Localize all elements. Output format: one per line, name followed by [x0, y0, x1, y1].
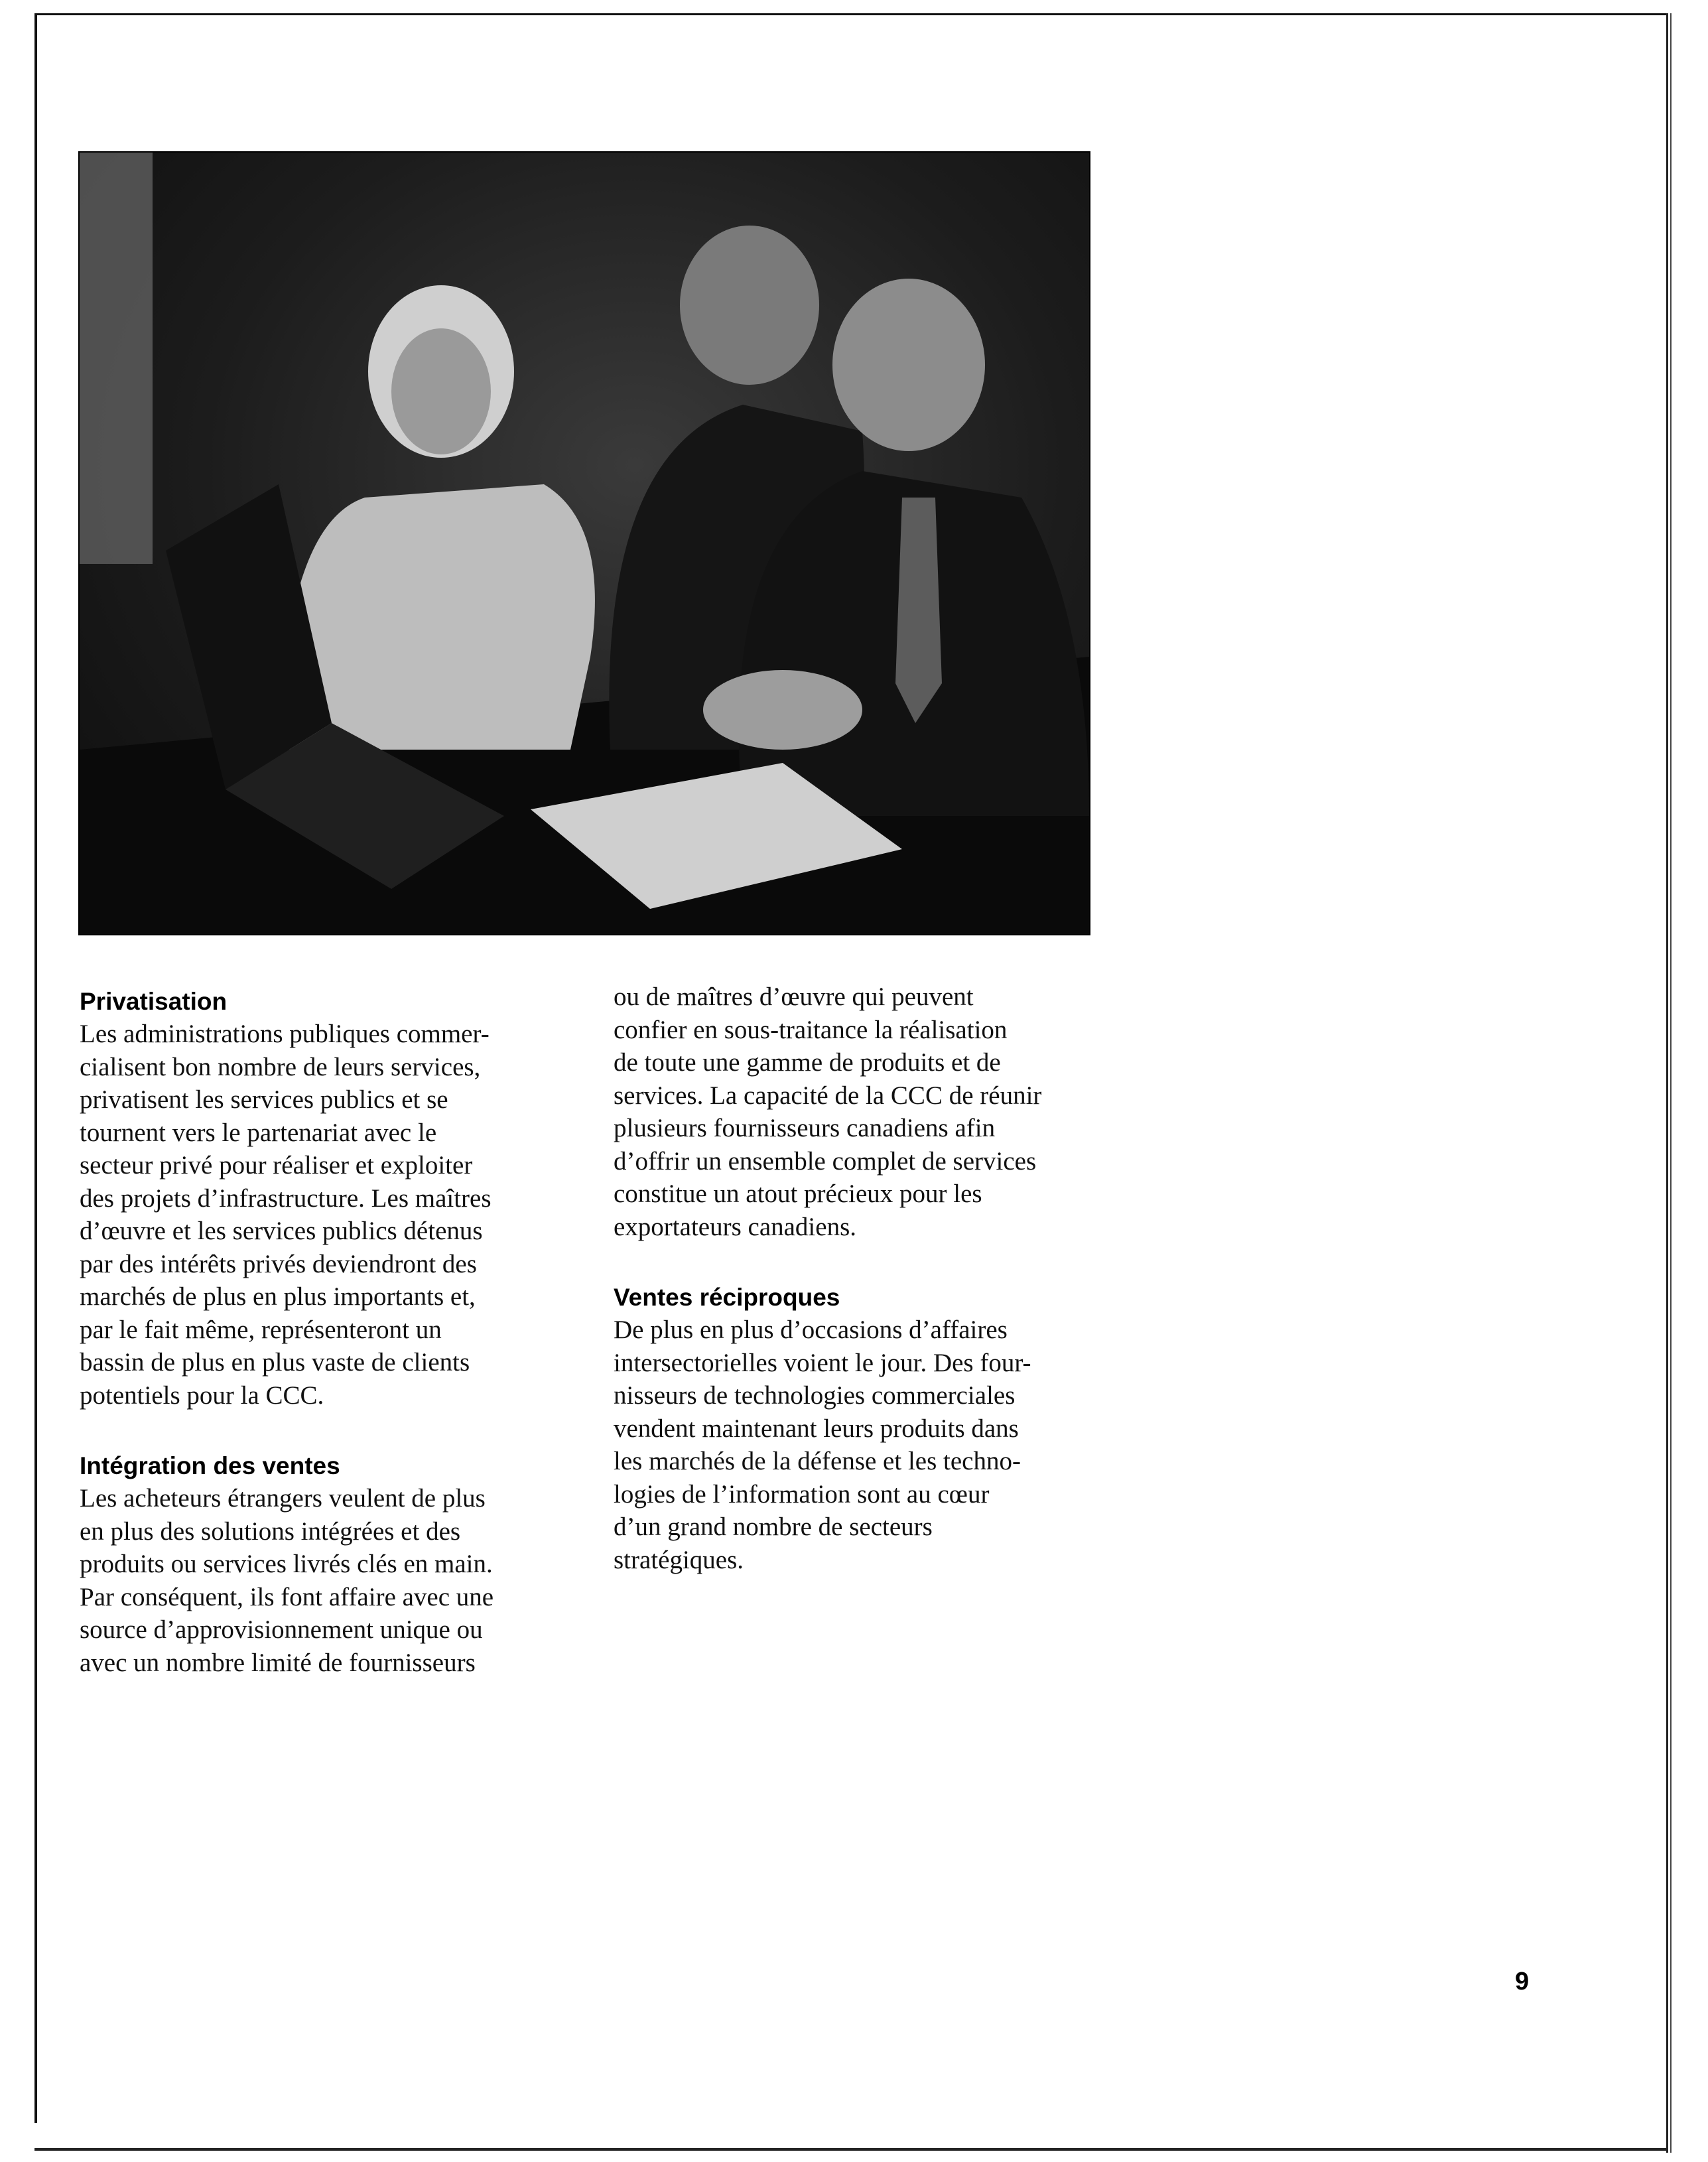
- page-right-edge: [1666, 13, 1675, 2153]
- text-line: stratégiques.: [614, 1545, 744, 1574]
- group-photo: [78, 151, 1090, 935]
- text-line: d’œuvre et les services publics détenus: [80, 1217, 483, 1245]
- paragraph-privatisation: [80, 1018, 557, 1412]
- text-line: ou de maîtres d’œuvre qui peuvent: [614, 982, 974, 1011]
- text-line: nisseurs de technologies commerciales: [614, 1381, 1016, 1410]
- text-line: logies de l’information sont au cœur: [614, 1479, 990, 1509]
- paragraph-reciprocal-sales: [614, 1314, 1091, 1576]
- heading-integration: Intégration des ventes: [80, 1452, 340, 1479]
- text-line: Les acheteurs étrangers veulent de plus: [80, 1484, 486, 1513]
- paragraph-integration: [80, 1482, 557, 1679]
- text-line: tournent vers le partenariat avec le: [80, 1118, 437, 1147]
- left-column: [80, 986, 557, 1718]
- text-line: des projets d’infrastructure. Les maîtres: [80, 1183, 492, 1213]
- text-line: exportateurs canadiens.: [614, 1212, 857, 1241]
- text-line: marchés de plus en plus importants et,: [80, 1282, 476, 1311]
- text-line: de toute une gamme de produits et de: [614, 1048, 1001, 1077]
- text-line: services. La capacité de la CCC de réunir: [614, 1081, 1042, 1110]
- text-line: secteur privé pour réaliser et exploiter: [80, 1151, 473, 1180]
- page-bottom-rule: [34, 2148, 1673, 2151]
- text-line: De plus en plus d’occasions d’affaires: [614, 1316, 1008, 1344]
- heading-privatisation: Privatisation: [80, 988, 228, 1015]
- page-number: 9: [1515, 1968, 1530, 1995]
- right-column: [614, 980, 1091, 1615]
- text-line: cialisent bon nombre de leurs services,: [80, 1052, 481, 1081]
- text-line: d’offrir un ensemble complet de services: [614, 1146, 1037, 1176]
- text-line: les marchés de la défense et les techno-: [614, 1447, 1021, 1475]
- text-line: en plus des solutions intégrées et des: [80, 1517, 461, 1546]
- text-line: bassin de plus en plus vaste de clients: [80, 1348, 470, 1377]
- text-line: par le fait même, représenteront un: [80, 1315, 442, 1344]
- text-line: avec un nombre limité de fournisseurs: [80, 1648, 476, 1677]
- text-line: par des intérêts privés deviendront des: [80, 1249, 477, 1278]
- page-left-rule: [34, 13, 37, 2123]
- text-line: potentiels pour la CCC.: [80, 1381, 324, 1410]
- text-line: intersectorielles voient le jour. Des four-: [614, 1348, 1031, 1377]
- text-line: d’un grand nombre de secteurs: [614, 1513, 933, 1541]
- page-top-rule: [34, 13, 1673, 15]
- text-line: constitue un atout précieux pour les: [614, 1180, 982, 1208]
- text-line: privatisent les services publics et se: [80, 1085, 448, 1114]
- heading-reciprocal-sales: Ventes réciproques: [614, 1284, 840, 1311]
- photo-illustration: [80, 153, 1089, 934]
- text-line: confier en sous-traitance la réalisation: [614, 1015, 1008, 1044]
- text-line: vendent maintenant leurs produits dans: [614, 1414, 1019, 1443]
- text-line: Les administrations publiques commer-: [80, 1020, 490, 1048]
- text-line: Par conséquent, ils font affaire avec une: [80, 1582, 494, 1611]
- text-line: plusieurs fournisseurs canadiens afin: [614, 1114, 996, 1142]
- text-line: source d’approvisionnement unique ou: [80, 1615, 483, 1644]
- text-line: produits ou services livrés clés en main.: [80, 1550, 493, 1578]
- paragraph-integration-continued: [614, 980, 1091, 1243]
